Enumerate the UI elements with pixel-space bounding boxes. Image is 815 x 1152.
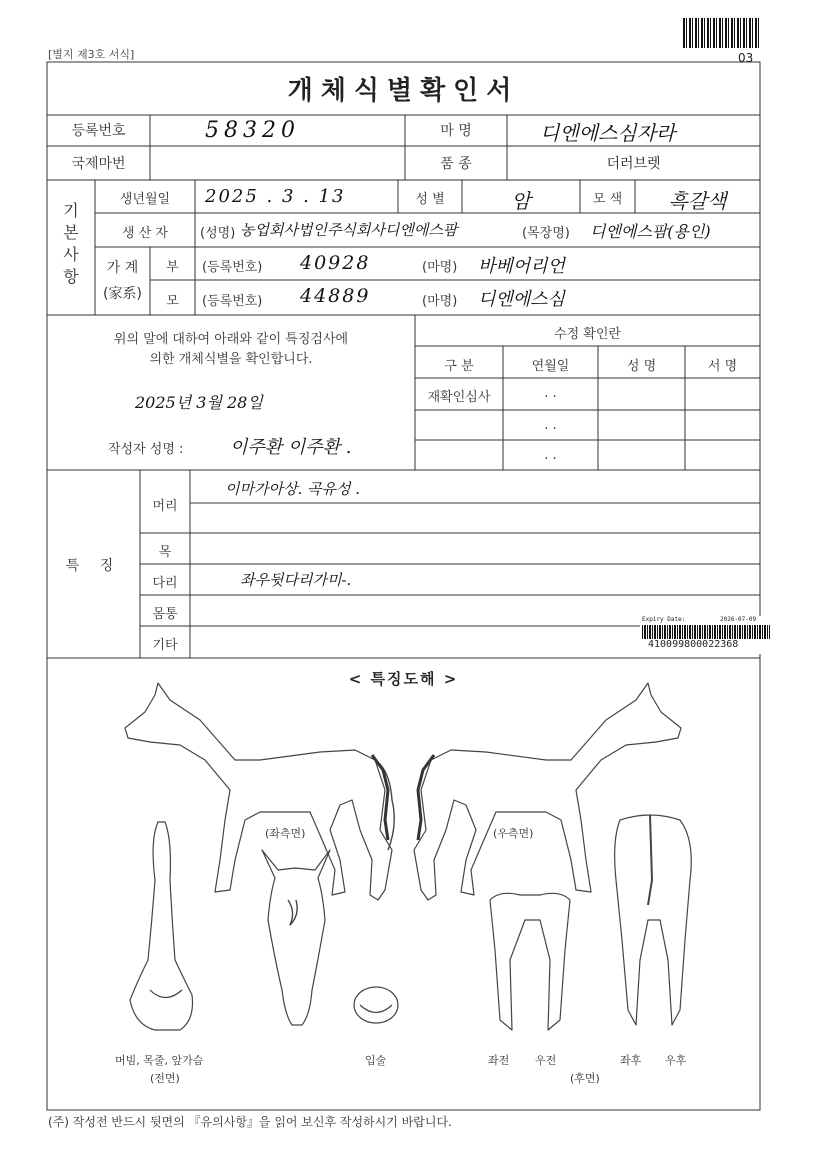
feature-label-body: 몸통 bbox=[152, 607, 178, 622]
producer-name-value: 농업회사법인주식회사디엔에스팜 bbox=[240, 221, 458, 239]
statement-line-2: 의한 개체식별을 확인합니다. bbox=[149, 352, 313, 367]
rev-header-name: 성 명 bbox=[626, 359, 657, 374]
rev-header-date: 연월일 bbox=[531, 359, 570, 374]
rev-row-1-date: . . bbox=[544, 386, 557, 401]
confirm-date: 2025년 3월 28일 bbox=[135, 393, 263, 412]
rev-header-type: 구 분 bbox=[444, 359, 474, 374]
rear-sub-caption: (후면) bbox=[570, 1072, 600, 1085]
dam-name-value: 디엔에스심 bbox=[478, 289, 565, 310]
rev-row-3-date: . . bbox=[544, 448, 557, 463]
farm-tag: (목장명) bbox=[522, 226, 570, 241]
horse-name-value: 디엔에스심자라 bbox=[540, 121, 676, 145]
expiry-value: 2026-07-09 bbox=[720, 616, 757, 623]
sire-reg-tag: (등록번호) bbox=[202, 260, 263, 275]
horse-name-label: 마 명 bbox=[440, 123, 472, 139]
color-label: 모 색 bbox=[592, 192, 623, 207]
pedigree-text: 가 계 bbox=[106, 260, 139, 276]
horse-right-side bbox=[414, 683, 681, 900]
farm-value: 디엔에스팜(용인) bbox=[590, 222, 711, 241]
form-number: [별지 제3호 서식] bbox=[48, 48, 135, 61]
dam-name-tag: (마명) bbox=[422, 294, 458, 309]
rev-row-2-date: . . bbox=[544, 418, 557, 433]
sire-reg-value: 40928 bbox=[300, 252, 371, 274]
left-side-caption: (좌측면) bbox=[265, 827, 306, 840]
basic-char-1: 기 bbox=[63, 201, 79, 220]
footnote: (주) 작성전 반드시 뒷면의 『유의사항』을 읽어 보신후 작성하시기 바랍니다. bbox=[48, 1115, 452, 1129]
horse-front-legs bbox=[490, 893, 570, 1030]
intl-name-label: 국제마번 bbox=[71, 156, 126, 172]
basic-char-4: 항 bbox=[63, 267, 79, 286]
sire-label: 부 bbox=[166, 260, 179, 275]
feature-label-legs: 다리 bbox=[152, 576, 178, 591]
breed-label: 품 종 bbox=[440, 156, 472, 172]
expiry-label: Expiry Date: bbox=[642, 616, 686, 623]
breed-value: 더러브렛 bbox=[606, 156, 661, 172]
dam-label: 모 bbox=[166, 294, 179, 309]
horse-left-side bbox=[125, 683, 394, 900]
document-title: 개체식별확인서 bbox=[287, 76, 520, 106]
reg-no-label: 등록번호 bbox=[71, 123, 126, 139]
sticker-code: 410099800022368 bbox=[648, 639, 739, 650]
color-value: 흑갈색 bbox=[668, 189, 727, 213]
writer-label: 작성자 성명 : bbox=[108, 442, 184, 457]
writer-value: 이주환 이주환 . bbox=[230, 437, 352, 458]
page-code: 03 bbox=[738, 51, 754, 65]
diagram-title: < 특징도해 > bbox=[348, 670, 459, 688]
left-front-caption: 좌전 bbox=[488, 1054, 510, 1067]
front-sub-caption: (전면) bbox=[150, 1072, 180, 1085]
revision-title: 수정 확인란 bbox=[554, 327, 621, 342]
sire-name-tag: (마명) bbox=[422, 260, 458, 275]
feature-label-head: 머리 bbox=[152, 499, 178, 514]
horse-lips bbox=[354, 987, 398, 1023]
dam-reg-value: 44889 bbox=[300, 285, 371, 307]
producer-label: 생 산 자 bbox=[122, 226, 168, 241]
left-hind-caption: 좌후 bbox=[620, 1054, 642, 1067]
feature-label-other: 기타 bbox=[152, 638, 178, 653]
right-side-caption: (우측면) bbox=[493, 827, 534, 840]
sex-label: 성 별 bbox=[415, 192, 445, 207]
feature-value-legs: 좌우뒷다리가미-. bbox=[240, 571, 352, 589]
dob-label: 생년월일 bbox=[119, 192, 171, 207]
horse-rear-view bbox=[615, 815, 692, 1025]
lips-caption: 입술 bbox=[365, 1054, 387, 1067]
reg-no-value: 58320 bbox=[205, 118, 300, 143]
dob-value: 2025 . 3 . 13 bbox=[205, 186, 346, 207]
pedigree-hanja: (家系) bbox=[103, 286, 142, 302]
right-hind-caption: 우후 bbox=[665, 1054, 687, 1067]
rev-header-sign: 서 명 bbox=[707, 359, 738, 374]
feature-label-neck: 목 bbox=[158, 545, 172, 560]
sire-name-value: 바베어리언 bbox=[478, 256, 565, 277]
horse-head-front bbox=[262, 850, 330, 1025]
right-front-caption: 우전 bbox=[535, 1054, 557, 1067]
basic-char-2: 본 bbox=[63, 223, 79, 242]
producer-name-tag: (성명) bbox=[200, 226, 236, 241]
basic-char-3: 사 bbox=[63, 245, 79, 264]
rev-row-1-type: 재확인심사 bbox=[427, 390, 491, 405]
statement-line-1: 위의 말에 대하여 아래와 같이 특징검사에 bbox=[113, 332, 349, 347]
sex-value: 암 bbox=[511, 189, 531, 213]
front-caption: 머빔, 목줄, 앞가슴 bbox=[115, 1054, 204, 1067]
horse-neck-front bbox=[130, 822, 193, 1030]
features-section-label: 특 징 bbox=[65, 558, 122, 574]
feature-value-head: 이마가아상. 곡유성 . bbox=[225, 480, 360, 498]
dam-reg-tag: (등록번호) bbox=[202, 294, 263, 309]
